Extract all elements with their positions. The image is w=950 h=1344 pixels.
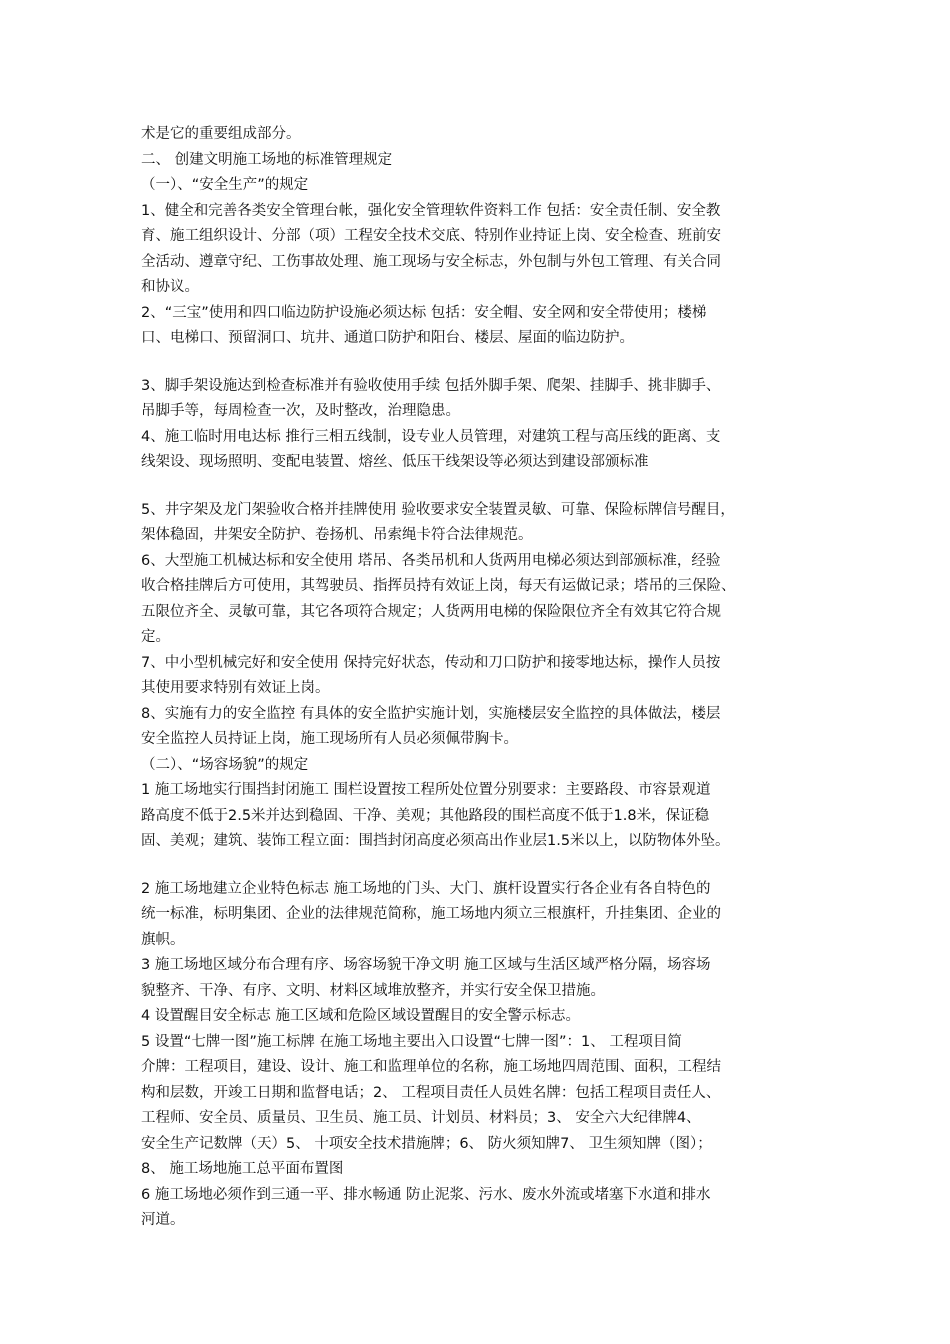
paragraph-line: 育、施工组织设计、分部（项）工程安全技术交底、特别作业持证上岗、安全检查、班前安 <box>141 228 721 244</box>
paragraph-line: 口、电梯口、预留洞口、坑井、通道口防护和阳台、楼层、屋面的临边防护。 <box>141 330 634 346</box>
paragraph-line: 7、中小型机械完好和安全使用 保持完好状态，传动和刀口防护和接零地达标，操作人员按 <box>141 654 721 671</box>
subsection-heading: （一）、“安全生产”的规定 <box>141 177 309 193</box>
paragraph-line: 旗帜。 <box>141 931 185 948</box>
paragraph-line: 和协议。 <box>141 279 199 295</box>
paragraph-line: 3 施工场地区域分布合理有序、场容场貌干净文明 施工区域与生活区域严格分隔，场容场 <box>141 957 711 973</box>
paragraph-line: 5 设置“七牌一图”施工标牌 在施工场地主要出入口设置“七牌一图”：1、 工程项目简 <box>141 1033 682 1050</box>
spacer <box>141 352 826 374</box>
paragraph-line: 1、健全和完善各类安全管理台帐，强化安全管理软件资料工作 包括：安全责任制、安全教 <box>141 202 721 219</box>
paragraph-line: 河道。 <box>141 1212 185 1228</box>
paragraph-line: 6、大型施工机械达标和安全使用 塔吊、各类吊机和人货两用电梯必须达到部颁标准，经验 <box>141 552 721 569</box>
paragraph-line: 定。 <box>141 629 170 645</box>
paragraph-line: 貌整齐、干净、有序、文明、材料区域堆放整齐，并实行安全保卫措施。 <box>141 982 605 999</box>
paragraph-line: 构和层数，开竣工日期和监督电话；2、 工程项目责任人员姓名牌：包括工程项目责任人、 <box>141 1084 721 1101</box>
paragraph-line: 全活动、遵章守纪、工伤事故处理、施工现场与安全标志，外包制与外包工管理、有关合同 <box>141 253 721 270</box>
paragraph-line: 线架设、现场照明、变配电装置、熔丝、低压干线架设等必须达到建设部颁标准 <box>141 454 649 470</box>
paragraph-line: 五限位齐全、灵敏可靠，其它各项符合规定；人货两用电梯的保险限位齐全有效其它符合规 <box>141 603 721 620</box>
paragraph-line: 介牌：工程项目，建设、设计、施工和监理单位的名称，施工场地四周范围、面积，工程结 <box>141 1059 721 1075</box>
paragraph-line: 收合格挂牌后方可使用，其驾驶员、指挥员持有效证上岗，每天有运做记录；塔吊的三保险、 <box>141 578 736 594</box>
paragraph-line: 4 设置醒目安全标志 施工区域和危险区域设置醒目的安全警示标志。 <box>141 1008 580 1024</box>
paragraph-line: 4、施工临时用电达标 推行三相五线制，设专业人员管理，对建筑工程与高压线的距离、支 <box>141 428 721 445</box>
spacer <box>141 476 826 498</box>
paragraph-line: 安全生产记数牌（天）5、 十项安全技术措施牌；6、 防火须知牌7、 卫生须知牌（图）； <box>141 1135 712 1152</box>
paragraph-line: 架体稳固，井架安全防护、卷扬机、吊索绳卡符合法律规范。 <box>141 527 533 543</box>
paragraph-line: 路高度不低于2.5米并达到稳固、干净、美观；其他路段的围栏高度不低于1.8米，保证稳 <box>141 807 710 824</box>
paragraph-line: 固、美观；建筑、装饰工程立面：围挡封闭高度必须高出作业层1.5米以上，以防物体外坠。 <box>141 833 730 849</box>
paragraph-line: 6 施工场地必须作到三通一平、排水畅通 防止泥浆、污水、废水外流或堵塞下水道和排水 <box>141 1186 711 1203</box>
paragraph-line: 统一标准，标明集团、企业的法律规范简称，施工场地内须立三根旗杆，升挂集团、企业的 <box>141 906 721 922</box>
paragraph-line: 工程师、安全员、质量员、卫生员、施工员、计划员、材料员；3、 安全六大纪律牌4、 <box>141 1110 701 1126</box>
spacer <box>141 855 826 877</box>
paragraph-line: 2 施工场地建立企业特色标志 施工场地的门头、大门、旗杆设置实行各企业有各自特色的 <box>141 880 711 897</box>
paragraph-line: 3、脚手架设施达到检查标准并有验收使用手续 包括外脚手架、爬架、挂脚手、挑非脚手、 <box>141 377 721 394</box>
subsection-heading: （二）、“场容场貌”的规定 <box>141 756 309 773</box>
paragraph-line: 8、实施有力的安全监控 有具体的安全监护实施计划，实施楼层安全监控的具体做法，楼层 <box>141 705 721 722</box>
paragraph-line: 吊脚手等，每周检查一次，及时整改，治理隐患。 <box>141 403 460 419</box>
paragraph-line: 5、井字架及龙门架验收合格并挂牌使用 验收要求安全装置灵敏、可靠、保险标牌信号醒目， <box>141 501 735 518</box>
paragraph-line: 其使用要求特别有效证上岗。 <box>141 680 330 696</box>
paragraph-line: 2、“三宝”使用和四口临边防护设施必须达标 包括：安全帽、安全网和安全带使用；楼梯 <box>141 304 707 321</box>
paragraph-line: 1 施工场地实行围挡封闭施工 围栏设置按工程所处位置分别要求：主要路段、市容景观道 <box>141 782 711 798</box>
document-body <box>141 122 826 1234</box>
section-heading: 二、 创建文明施工场地的标准管理规定 <box>141 151 393 168</box>
paragraph-line: 安全监控人员持证上岗，施工现场所有人员必须佩带胸卡。 <box>141 731 518 747</box>
intro-line: 术是它的重要组成部分。 <box>141 126 301 142</box>
paragraph-line: 8、 施工场地施工总平面布置图 <box>141 1161 344 1177</box>
